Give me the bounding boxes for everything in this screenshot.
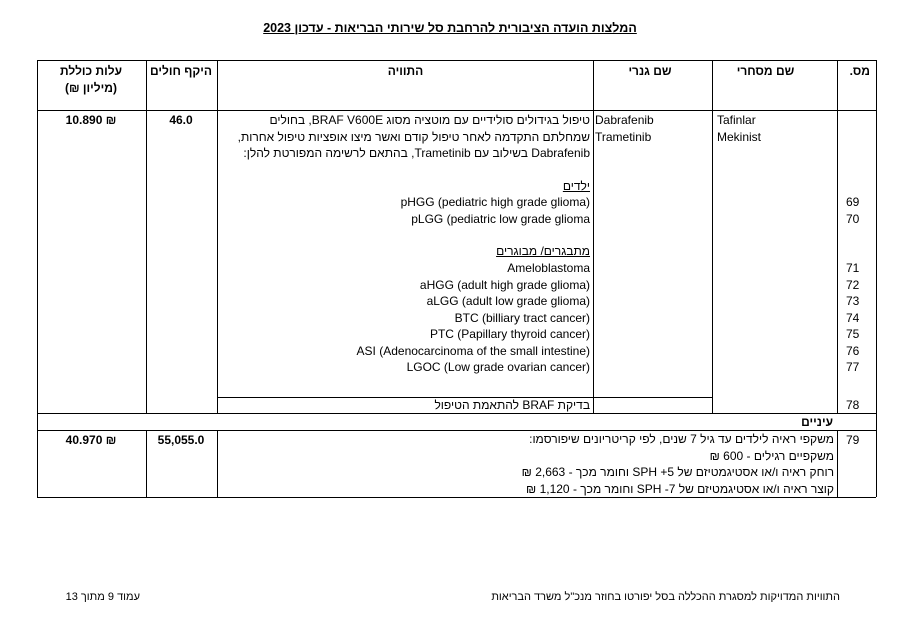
indication-item: LGOC (Low grade ovarian cancer) [406, 360, 590, 374]
header-cost [40, 64, 142, 95]
row-number: 74 [846, 310, 860, 325]
page-number: עמוד 9 מתוך 13 [65, 591, 140, 603]
indication-intro [218, 112, 590, 162]
header-cost-line2: (מיליון ₪) [65, 81, 117, 95]
indication-text: משקפיים רגילים - 600 ₪ [709, 448, 834, 463]
indication-text: שמחלתם התקדמה לאחר טיפול קודם ואשר מיצו אופציות טיפול אחרות, [237, 129, 590, 144]
header-brand: שם מסחרי [736, 64, 795, 78]
row-number: 72 [846, 277, 860, 292]
indication-item: BTC (billiary tract cancer) [454, 310, 590, 325]
indication-item: pHGG (pediatric high grade glioma) [400, 195, 590, 209]
indication-text: Dabrafenib בשילוב עם Trametinib, בהתאם לרשימה המפורטת להלן: [243, 146, 590, 160]
indication-item: pLGG (pediatric low grade glioma [411, 211, 590, 226]
footer-note: התוויות המדויקות למסגרת ההכללה בסל יפורטו בחוזר מנכ"ל משרד הבריאות [491, 591, 840, 603]
row78-text: בדיקת BRAF להתאמת הטיפול [434, 398, 590, 412]
brand-names [717, 112, 832, 145]
adults-heading: מתבגרים/ מבוגרים [496, 244, 590, 258]
row79-text [218, 431, 834, 497]
generic-name: Dabrafenib [595, 113, 654, 127]
header-no: מס. [849, 64, 870, 78]
header-divider [37, 110, 876, 111]
header-indication: התוויה [387, 64, 424, 78]
generic-name: Trametinib [595, 129, 652, 144]
table-border-right [876, 60, 877, 497]
section-heading: עיניים [801, 415, 833, 429]
adults-list [218, 260, 590, 376]
col-divider-indication [593, 60, 594, 413]
indication-item: PTC (Papillary thyroid cancer) [429, 327, 590, 341]
patients-value: 55,055.0 [157, 433, 205, 447]
indication-text: משקפי ראיה לילדים עד גיל 7 שנים, לפי קריטריונים שיפורסמו: [529, 432, 834, 446]
row-number: 71 [846, 261, 860, 275]
row-number: 73 [846, 294, 860, 308]
indication-text: קוצר ראיה ו/או אסטיגמטיזם של SPH -7 וחומר מכך - 1,120 ₪ [526, 481, 834, 496]
page-title: המלצות הועדה הציבורית להרחבת סל שירותי הבריאות - עדכון 2023 [263, 21, 637, 35]
col-divider-generic [712, 60, 713, 413]
table-border-bottom [37, 497, 876, 498]
row-number: 78 [846, 398, 860, 412]
header-patients: היקף חולים [150, 64, 212, 78]
children-list [218, 194, 590, 227]
row-number: 76 [846, 343, 860, 358]
indication-text: טיפול בגידולים סולידיים עם מוטציה מסוג BRAF V600E, בחולים [269, 113, 590, 127]
generic-names [595, 112, 710, 145]
table-border-left [37, 60, 38, 497]
patients-value: 46.0 [169, 113, 193, 127]
table-border-top [37, 60, 876, 61]
col-divider-brand-lower [837, 430, 838, 497]
header-generic: שם גנרי [628, 64, 672, 78]
row-number: 75 [846, 327, 860, 341]
brand-name: Mekinist [717, 129, 762, 144]
children-heading: ילדים [562, 179, 590, 193]
row-number: 70 [846, 211, 860, 226]
col-divider-brand [837, 60, 838, 413]
indication-item: aLGG (adult low grade glioma) [426, 294, 590, 308]
indication-text: רוחק ראיה ו/או אסטיגמטיזם של SPH +5 וחומר מכך - 2,663 ₪ [521, 465, 834, 479]
row-number: 69 [846, 195, 860, 209]
header-cost-line1: עלות כוללת [59, 64, 123, 78]
indication-item: ASI (Adenocarcinoma of the small intestine) [356, 343, 590, 358]
brand-name: Tafinlar [717, 113, 756, 127]
cost-value: 10.890 ₪ [65, 113, 117, 127]
cost-value: 40.970 ₪ [65, 433, 117, 447]
row-number: 77 [846, 360, 860, 374]
indication-item: Ameloblastoma [507, 261, 590, 275]
row-number: 79 [846, 433, 860, 447]
adults-numbers [846, 260, 866, 376]
indication-item: aHGG (adult high grade glioma) [419, 277, 590, 292]
